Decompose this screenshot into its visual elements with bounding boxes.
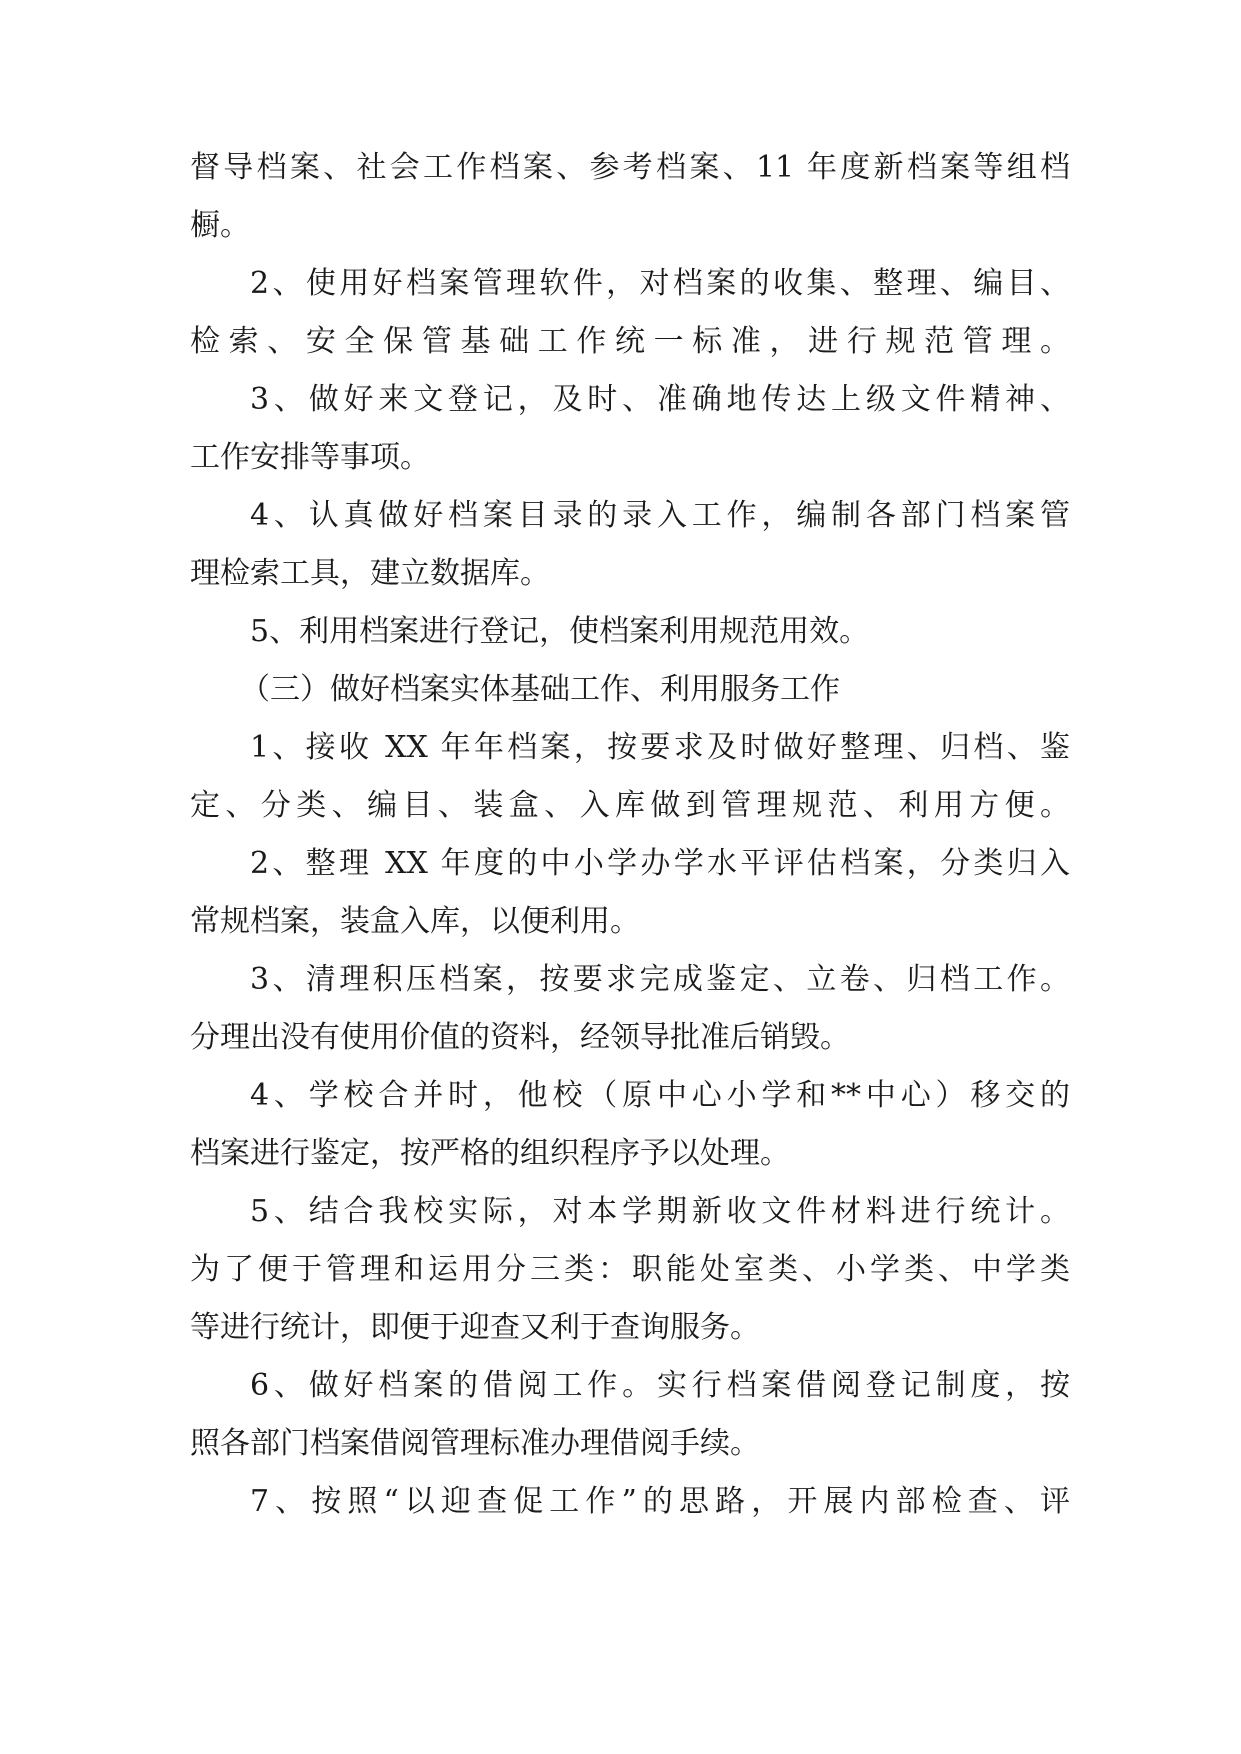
text-line: 为了便于管理和运用分三类：职能处室类、小学类、中学类 xyxy=(190,1252,1070,1287)
text-line: 2、使用好档案管理软件，对档案的收集、整理、编目、 xyxy=(250,266,1070,301)
text-line: 5、结合我校实际，对本学期新收文件材料进行统计。 xyxy=(250,1194,1070,1229)
text-line: 2、整理 XX 年度的中小学办学水平评估档案，分类归入 xyxy=(250,846,1070,881)
text-line: 橱。 xyxy=(190,208,250,243)
text-line: 6、做好档案的借阅工作。实行档案借阅登记制度，按 xyxy=(250,1368,1070,1403)
text-line: 4、学校合并时，他校（原中心小学和**中心）移交的 xyxy=(250,1078,1070,1113)
text-line: 定、分类、编目、装盒、入库做到管理规范、利用方便。 xyxy=(190,788,1070,823)
text-line: 督导档案、社会工作档案、参考档案、11 年度新档案等组档 xyxy=(190,150,1070,185)
text-line: 工作安排等事项。 xyxy=(190,440,430,475)
text-line: 3、清理积压档案，按要求完成鉴定、立卷、归档工作。 xyxy=(250,962,1070,997)
text-line: 照各部门档案借阅管理标准办理借阅手续。 xyxy=(190,1426,760,1461)
text-line: 4、认真做好档案目录的录入工作，编制各部门档案管 xyxy=(250,498,1070,533)
text-line: 7、按照“以迎查促工作”的思路，开展内部检查、评 xyxy=(250,1484,1070,1519)
text-line: 1、接收 XX 年年档案，按要求及时做好整理、归档、鉴 xyxy=(250,730,1070,765)
section-heading: （三）做好档案实体基础工作、利用服务工作 xyxy=(240,672,840,707)
text-line: 档案进行鉴定，按严格的组织程序予以处理。 xyxy=(190,1136,790,1171)
text-line: 分理出没有使用价值的资料，经领导批准后销毁。 xyxy=(190,1020,850,1055)
text-line: 检索、安全保管基础工作统一标准，进行规范管理。 xyxy=(190,324,1070,359)
text-line: 3、做好来文登记，及时、准确地传达上级文件精神、 xyxy=(250,382,1070,417)
text-line: 5、利用档案进行登记，使档案利用规范用效。 xyxy=(250,614,870,649)
text-line: 等进行统计，即便于迎查又利于查询服务。 xyxy=(190,1310,760,1345)
text-line: 理检索工具，建立数据库。 xyxy=(190,556,550,591)
text-line: 常规档案，装盒入库，以便利用。 xyxy=(190,904,640,939)
